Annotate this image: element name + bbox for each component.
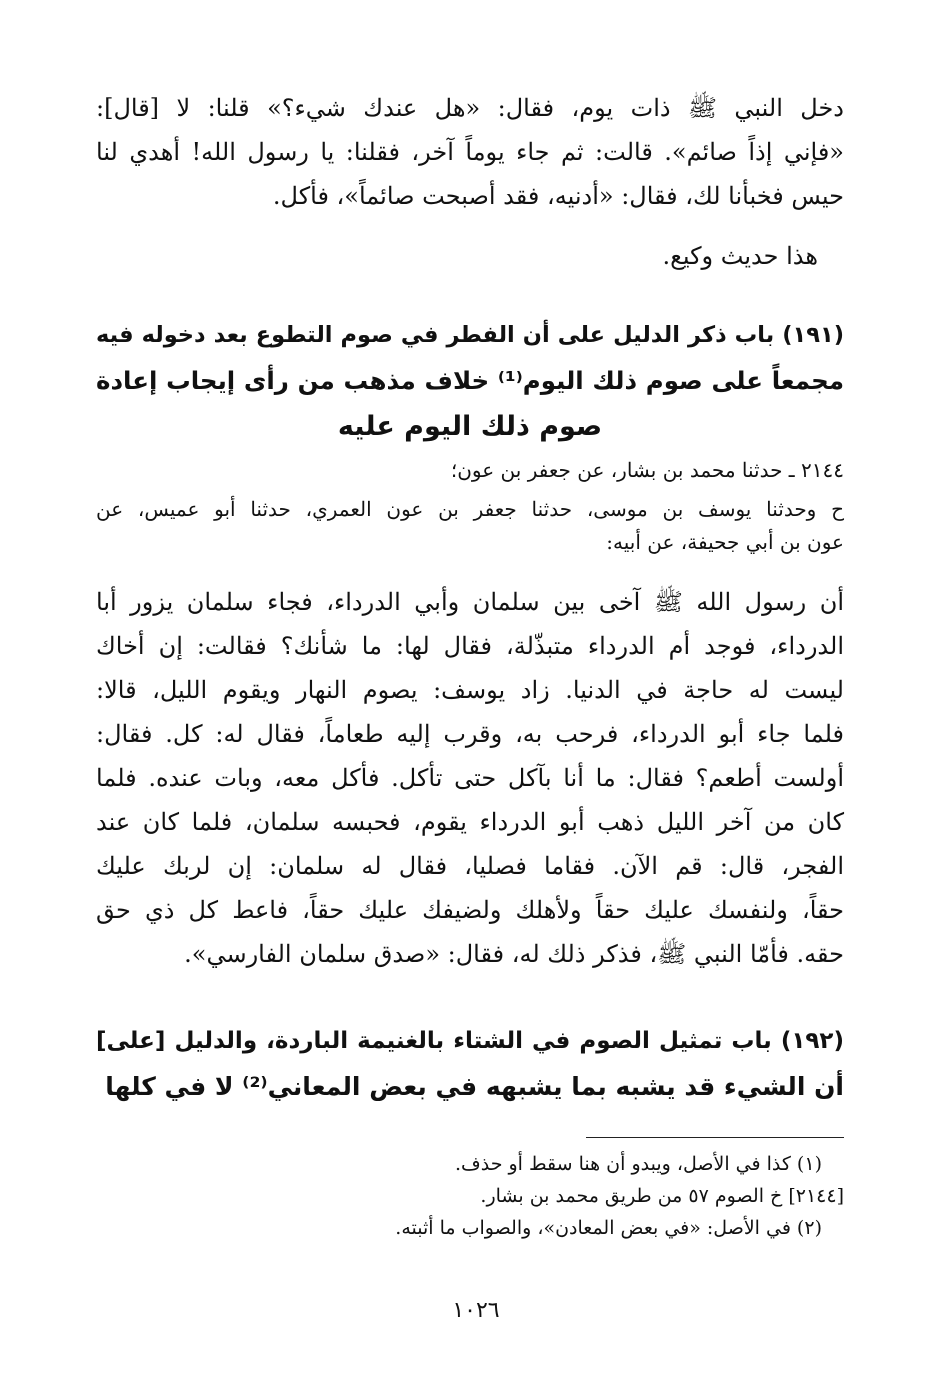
footnote-1: (١) كذا في الأصل، ويبدو أن هنا سقط أو حذف.	[455, 1153, 822, 1175]
text-line: أن رسول الله ﷺ آخى بين سلمان وأبي الدرداء، فجاء سلمان يزور أبا	[96, 588, 844, 616]
text-line: الدرداء، فوجد أم الدرداء متبذّلة، فقال لها: ما شأنك؟ فقالت: إن أخاك	[96, 632, 844, 660]
footnote-separator	[586, 1137, 844, 1138]
text-line: حقه. فأمّا النبي ﷺ، فذكر ذلك له، فقال: «صدق سلمان الفارسي».	[184, 940, 844, 968]
page-number: ١٠٢٦	[452, 1298, 500, 1323]
footnote-2: [٢١٤٤] خ الصوم ٥٧ من طريق محمد بن بشار.	[480, 1185, 844, 1207]
text-line: ليست له حاجة في الدنيا. زاد يوسف: يصوم النهار ويقوم الليل، قالا:	[96, 676, 844, 704]
heading-line: أن الشيء قد يشبه بما يشبهه في بعض المعاني⁽²⁾ لا في كلها	[105, 1072, 844, 1101]
text-line: دخل النبي ﷺ ذات يوم، فقال: «هل عندك شيء؟» قلنا: لا [قال]:	[96, 94, 844, 122]
text-line: حيس فخبأنا لك، فقال: «أدنيه، فقد أصبحت صائماً»، فأكل.	[272, 182, 844, 210]
isnad-line-3: عون بن أبي جحيفة، عن أبيه:	[606, 530, 844, 554]
isnad-line-2: ح وحدثنا يوسف بن موسى، حدثنا جعفر بن عون العمري، حدثنا أبو عميس، عن	[96, 497, 844, 521]
text-line: «فإني إذاً صائم». قالت: ثم جاء يوماً آخر، فقلنا: يا رسول الله! أهدي لنا	[96, 138, 844, 166]
chapter-heading-191	[96, 312, 844, 450]
hadith-text	[96, 580, 844, 976]
text-line: أولست أطعم؟ فقال: ما أنا بآكل حتى تأكل. فأكل معه، وبات عنده. فلما	[96, 764, 844, 792]
isnad-line-1: ٢١٤٤ ـ حدثنا محمد بن بشار، عن جعفر بن عون؛	[450, 458, 844, 482]
chapter-heading-192	[96, 1018, 844, 1110]
footnote-3: (٢) في الأصل: «في بعض المعادن»، والصواب ما أثبته.	[395, 1217, 822, 1239]
isnad-chain	[96, 450, 844, 556]
heading-line: (١٩١) باب ذكر الدليل على أن الفطر في صوم التطوع بعد دخوله فيه	[96, 322, 844, 348]
text-line: فلما جاء أبو الدرداء، فرحب به، وقرب إليه طعاماً، فقال له: كل. فقال:	[96, 720, 844, 748]
heading-line: (١٩٢) باب تمثيل الصوم في الشتاء بالغنيمة الباردة، والدليل [على]	[96, 1028, 844, 1054]
heading-line: مجمعاً على صوم ذلك اليوم⁽¹⁾ خلاف مذهب من رأى إيجاب إعادة	[96, 366, 844, 395]
paragraph-hadith-end	[96, 86, 844, 218]
text-line: كان من آخر الليل ذهب أبو الدرداء يقوم، فحبسه سلمان، فلما كان عند	[96, 808, 844, 836]
paragraph-attribution	[96, 234, 844, 278]
text-line: حقاً، ولنفسك عليك حقاً ولأهلك ولضيفك عليك حقاً، فاعط كل ذي حق	[96, 896, 844, 924]
heading-line: صوم ذلك اليوم عليه	[337, 411, 603, 442]
text-line: هذا حديث وكيع.	[662, 242, 818, 270]
footnotes	[96, 1148, 844, 1244]
text-line: الفجر، قال: قم الآن. فقاما فصليا، فقال له سلمان: إن لربك عليك	[96, 852, 844, 880]
